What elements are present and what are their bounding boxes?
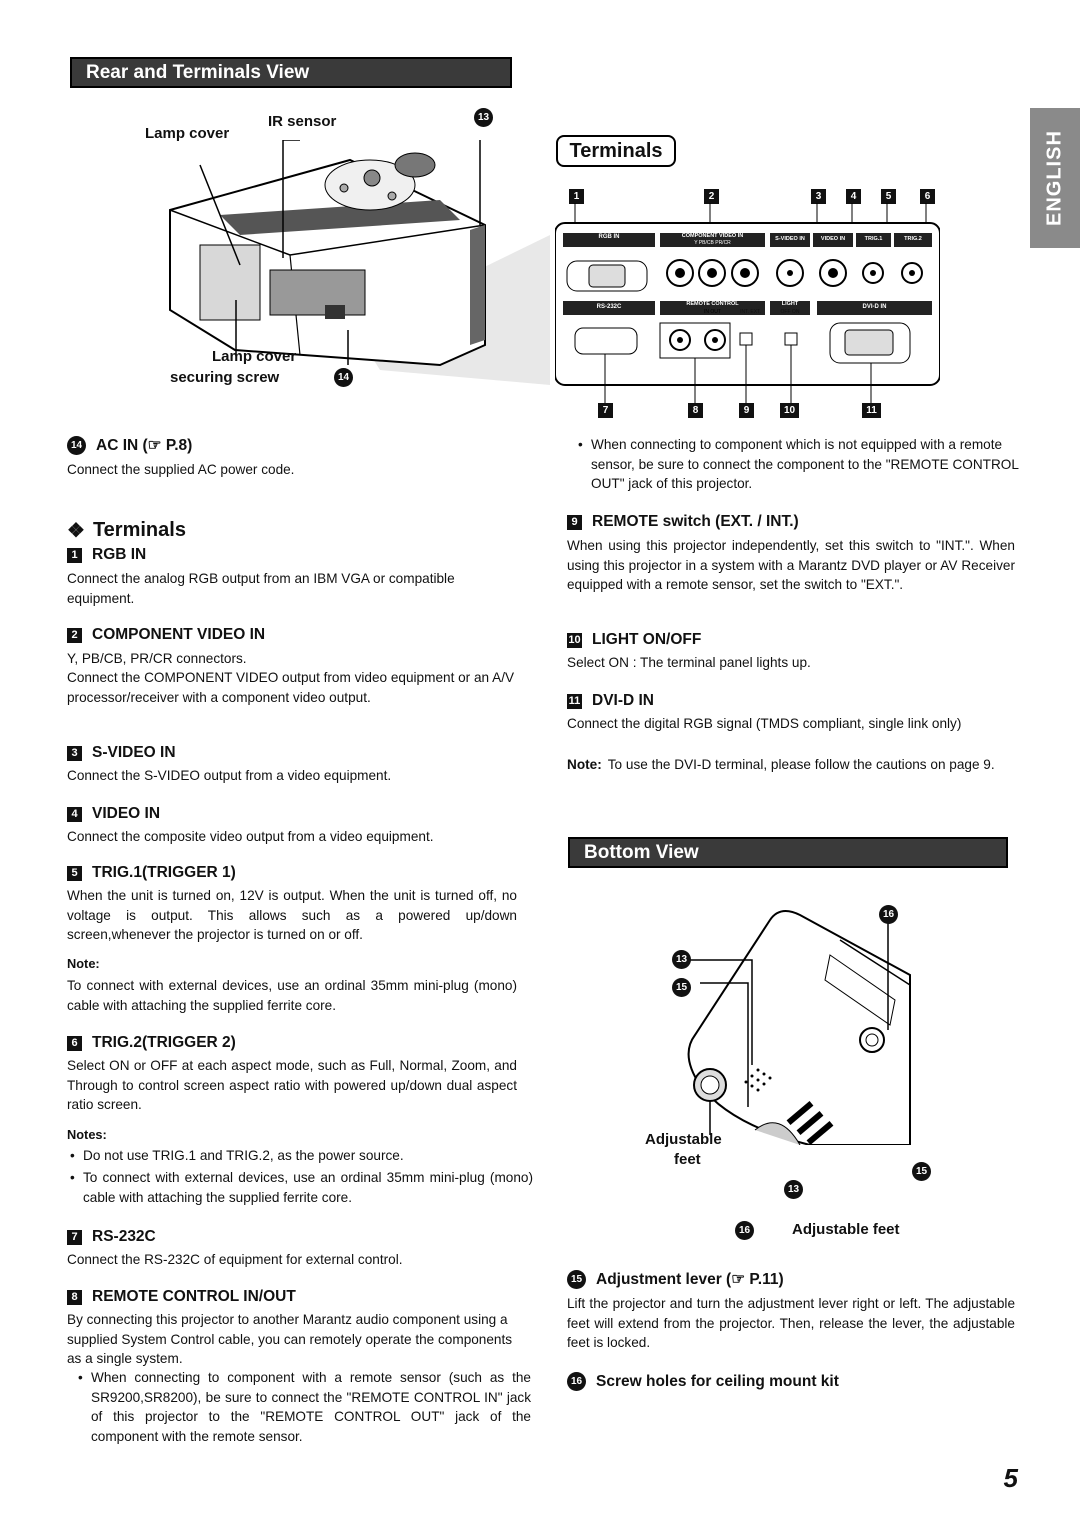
heading-video	[67, 805, 160, 823]
terminals-heading-text: Terminals	[92, 519, 186, 541]
num-9: 9	[567, 515, 582, 530]
terminal-num-9: 9	[739, 403, 754, 418]
heading-remote-control	[67, 1288, 296, 1306]
num-15: 15	[567, 1270, 586, 1289]
label-svideo: S-VIDEO IN	[775, 236, 805, 242]
adjustable-feet-label-2: feet	[674, 1151, 701, 1168]
heading-svideo	[67, 744, 176, 762]
trig2-notes-label: Notes:	[67, 1127, 107, 1142]
heading-screw-holes-text: Screw holes for ceiling mount kit	[596, 1372, 839, 1390]
video-text: Connect the composite video output from a video equipment.	[67, 829, 434, 844]
label-int-ext: INT. EXT.	[740, 309, 761, 315]
heading-rgb-in	[67, 546, 146, 564]
num-7: 7	[67, 1230, 82, 1245]
num-11: 11	[568, 694, 581, 707]
dvid-text: Connect the digital RGB signal (TMDS compliant, single link only)	[567, 716, 962, 731]
heading-remote-control-text: REMOTE CONTROL IN/OUT	[92, 1288, 296, 1305]
heading-rs232c-text: RS-232C	[92, 1228, 156, 1245]
adjustable-feet-label-right: Adjustable feet	[792, 1221, 900, 1238]
dvid-note-label: Note:	[567, 757, 602, 772]
callout-16-top: 16	[879, 905, 898, 924]
screw-label-line2: securing screw	[170, 369, 280, 386]
heading-component	[67, 626, 265, 644]
adjustable-feet-label-1: Adjustable	[645, 1131, 722, 1148]
heading-screw-holes	[567, 1372, 839, 1391]
num-5: 5	[67, 866, 82, 881]
component-text-1: Y, PB/CB, PR/CR connectors.	[67, 651, 247, 666]
terminal-num-3: 3	[811, 189, 826, 204]
terminal-num-7: 7	[598, 403, 613, 418]
num-14: 14	[67, 436, 86, 455]
screw-label-line1: Lamp cover	[212, 348, 297, 365]
light-text: Select ON : The terminal panel lights up.	[567, 655, 811, 670]
label-rgb-in: RGB IN	[598, 234, 620, 240]
num-6: 6	[67, 1036, 82, 1051]
num-1: 1	[67, 548, 82, 563]
diamond-icon: ❖	[67, 520, 85, 542]
terminal-num-5: 5	[881, 189, 896, 204]
trig2-note-2: • To connect with external devices, use an ordinal 35mm mini-plug (mono) cable with attaching the supplied ferrite core.	[67, 1168, 533, 1207]
terminal-num-4: 4	[846, 189, 861, 204]
heading-ac-in-text: AC IN (☞ P.8)	[96, 437, 193, 454]
terminal-num-1: 1	[569, 189, 584, 204]
trig1-note-label: Note:	[67, 956, 100, 971]
label-component-sub: Y PB/CB PR/CR	[694, 240, 731, 246]
lamp-cover-label: Lamp cover	[145, 125, 230, 142]
heading-adjustment-lever	[567, 1270, 784, 1289]
heading-trig1-text: TRIG.1(TRIGGER 1)	[92, 864, 236, 881]
remote-control-bullet: • When connecting to component with a remote sensor (such as the SR9200,SR8200), be sure to connect the "REMOTE CONTROL IN" jack of this projector to the "REMOTE CONTROL OUT" jack of the component with the remote sensor.	[75, 1368, 531, 1446]
terminal-num-6: 6	[920, 189, 935, 204]
label-component: COMPONENT VIDEO IN	[681, 233, 744, 239]
rgb-in-text: Connect the analog RGB output from an IBM VGA or compatible equipment.	[67, 571, 455, 606]
callout-15-bottom: 15	[672, 978, 691, 997]
rs232c-text: Connect the RS-232C of equipment for external control.	[67, 1252, 403, 1267]
label-trig1: TRIG.1	[864, 236, 883, 242]
label-remote-sub: IN OUT	[704, 309, 721, 315]
remote-control-text: By connecting this projector to another Marantz audio component using a supplied System Control cable, you can remotely operate the components as a single system.	[67, 1312, 513, 1366]
heading-rgb-in-text: RGB IN	[92, 546, 147, 563]
terminal-num-8: 8	[688, 403, 703, 418]
callout-15-right: 15	[912, 1162, 931, 1181]
component-text-2: Connect the COMPONENT VIDEO output from video equipment or an A/V processor/receiver with a component video output.	[67, 670, 515, 705]
component-remote-note: • When connecting to component which is not equipped with a remote sensor, be sure to connect the component to the "REMOTE CONTROL OUT" jack of this projector.	[575, 435, 1031, 494]
heading-dvid	[567, 692, 654, 710]
label-rs232c: RS-232C	[596, 304, 622, 310]
adjustment-lever-text: Lift the projector and turn the adjustment lever right or left. The adjustable feet will extend from the projector. Then, release the lever, the adjustable feet is locked.	[567, 1296, 1015, 1350]
label-light: LIGHT	[781, 301, 799, 307]
label-light-sub: OFF ON	[780, 309, 800, 315]
heading-component-text: COMPONENT VIDEO IN	[92, 626, 266, 643]
terminal-num-2: 2	[704, 189, 719, 204]
num-16: 16	[567, 1372, 586, 1391]
terminals-heading	[67, 518, 186, 543]
heading-remote-switch	[567, 513, 799, 531]
heading-remote-switch-text: REMOTE switch (EXT. / INT.)	[592, 513, 799, 530]
svideo-text: Connect the S-VIDEO output from a video equipment.	[67, 768, 392, 783]
trig2-text: Select ON or OFF at each aspect mode, such as Full, Normal, Zoom, and Through to control screen aspect ratio with powered up/down dual aspect ratio screen.	[67, 1058, 517, 1112]
trig1-text: When the unit is turned on, 12V is output. When the unit is turned off, no voltage is output. This allows such as a powered up/down screen,whenever the projector is turned on or off.	[67, 888, 517, 942]
terminals-title-box: Terminals	[556, 135, 676, 167]
heading-light-text: LIGHT ON/OFF	[592, 631, 702, 648]
terminal-num-10: 10	[780, 403, 799, 418]
section-rear-terminals: Rear and Terminals View	[70, 57, 512, 88]
callout-16-bottom: 16	[735, 1221, 754, 1240]
label-trig2: TRIG.2	[904, 236, 922, 242]
label-remote: REMOTE CONTROL	[686, 301, 739, 307]
heading-rs232c	[67, 1228, 156, 1246]
ir-sensor-label: IR sensor	[268, 113, 337, 130]
ac-in-text: Connect the supplied AC power code.	[67, 462, 295, 477]
heading-dvid-text: DVI-D IN	[592, 692, 654, 709]
section-bottom-view: Bottom View	[568, 837, 1008, 868]
projector-rear-illustration	[140, 140, 560, 400]
heading-trig2-text: TRIG.2(TRIGGER 2)	[92, 1034, 236, 1051]
terminal-num-11: 11	[862, 403, 881, 418]
heading-ac-in	[67, 436, 192, 455]
callout-13-bottom: 13	[672, 950, 691, 969]
callout-14: 14	[334, 368, 353, 387]
projector-bottom-illustration	[640, 895, 930, 1145]
num-2: 2	[67, 628, 82, 643]
num-10: 10	[568, 633, 581, 646]
num-3: 3	[67, 746, 82, 761]
heading-light	[567, 631, 701, 649]
callout-13: 13	[474, 108, 493, 127]
num-4: 4	[67, 807, 82, 822]
num-8: 8	[67, 1290, 82, 1305]
dvid-note-row	[567, 755, 1015, 775]
page-number: 5	[1003, 1463, 1018, 1493]
heading-svideo-text: S-VIDEO IN	[92, 744, 176, 761]
label-video: VIDEO IN	[820, 236, 846, 242]
remote-switch-text: When using this projector independently, set this switch to "INT.". When using this projector in a system with a Marantz DVD player or AV Receiver equipped with a remote sensor, set the switch to "EXT.".	[567, 538, 1015, 592]
dvid-note-text: To use the DVI-D terminal, please follow the cautions on page 9.	[607, 757, 995, 772]
callout-13-right: 13	[784, 1180, 803, 1199]
heading-adjustment-lever-text: Adjustment lever (☞ P.11)	[596, 1271, 784, 1288]
heading-video-text: VIDEO IN	[92, 805, 161, 822]
label-dvid: DVI-D IN	[862, 304, 887, 310]
trig1-note: To connect with external devices, use an ordinal 35mm mini-plug (mono) cable with attaching the supplied ferrite core.	[67, 978, 517, 1013]
heading-trig1	[67, 864, 236, 882]
language-tab: ENGLISH	[1030, 108, 1080, 248]
heading-trig2	[67, 1034, 236, 1052]
trig2-note-1: • Do not use TRIG.1 and TRIG.2, as the power source.	[67, 1146, 533, 1166]
